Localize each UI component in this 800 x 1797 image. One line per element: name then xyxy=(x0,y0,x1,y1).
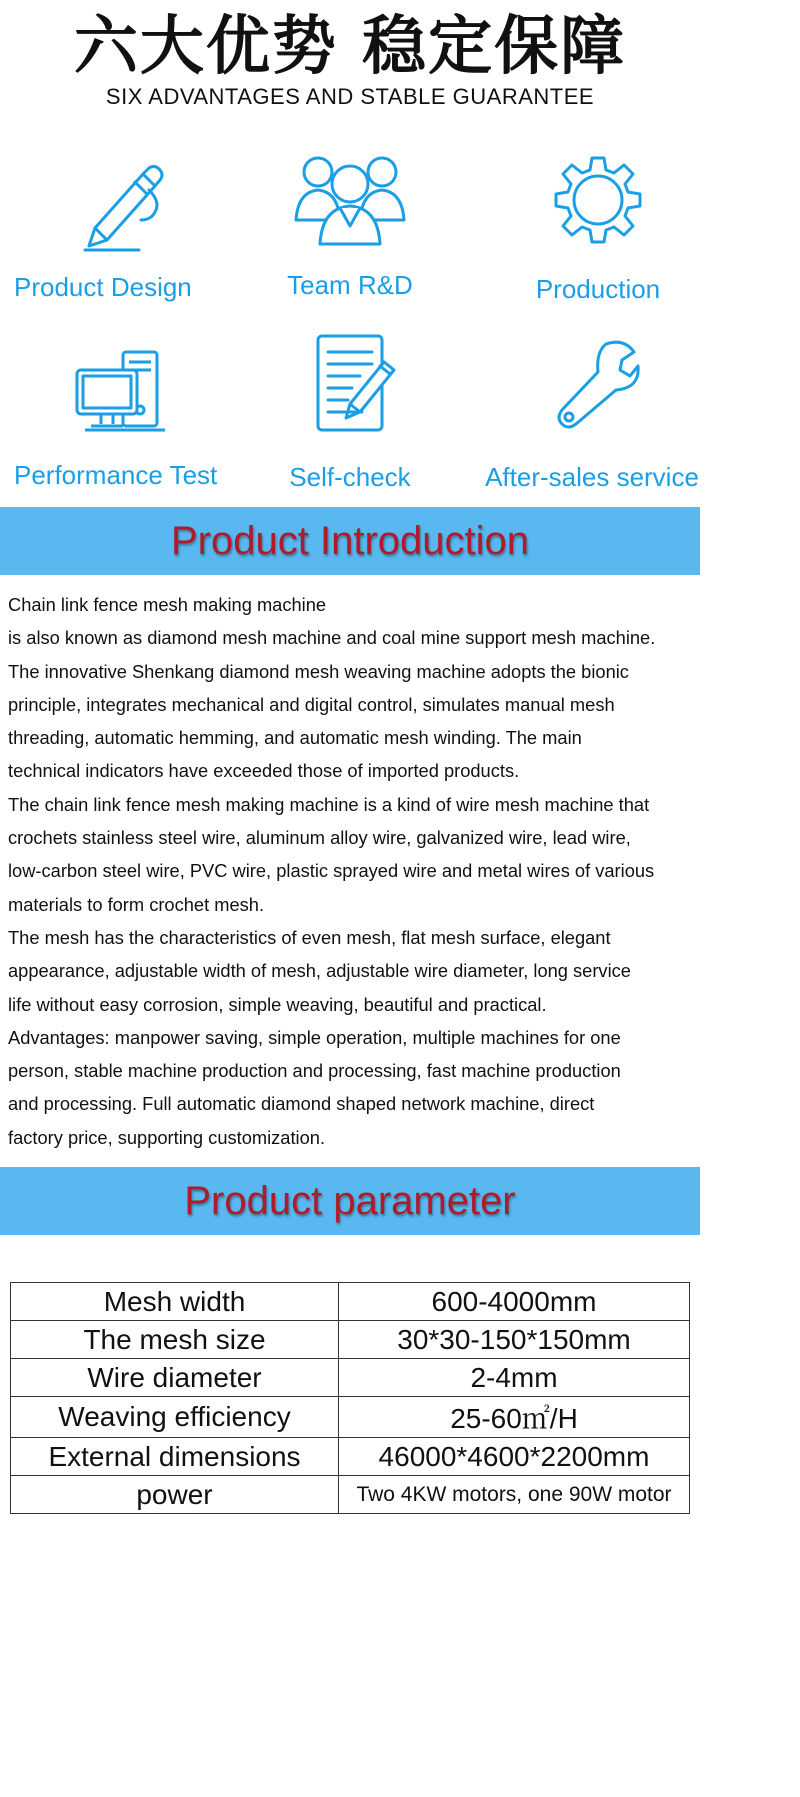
intro-line: factory price, supporting customization. xyxy=(8,1126,326,1148)
section-heading: Product Introduction xyxy=(171,518,529,563)
param-value: 25-60㎡/H xyxy=(339,1397,690,1438)
table-row xyxy=(11,1438,690,1476)
computer-icon xyxy=(65,340,175,440)
advantage-item-product-design xyxy=(0,150,240,303)
advantage-item-performance-test xyxy=(0,340,240,491)
param-key: The mesh size xyxy=(11,1321,339,1359)
advantage-label: Product Design xyxy=(14,272,192,302)
intro-line: life without easy corrosion, simple weaving, beautiful and practical. xyxy=(8,993,547,1015)
section-heading: Product parameter xyxy=(184,1178,516,1223)
intro-line: technical indicators have exceeded those of imported products. xyxy=(8,760,520,782)
parameter-table xyxy=(10,1282,690,1514)
intro-line: principle, integrates mechanical and digital control, simulates manual mesh xyxy=(8,693,615,715)
table-row xyxy=(11,1359,690,1397)
wrench-icon xyxy=(542,330,642,440)
intro-line: Chain link fence mesh making machine xyxy=(8,594,327,615)
intro-line: The chain link fence mesh making machine is a kind of wire mesh machine that xyxy=(8,793,650,815)
intro-line: and processing. Full automatic diamond shaped network machine, direct xyxy=(8,1093,595,1115)
intro-line: materials to form crochet mesh. xyxy=(8,893,265,915)
intro-line: Advantages: manpower saving, simple operation, multiple machines for one xyxy=(8,1026,621,1048)
param-value: 600-4000mm xyxy=(339,1283,690,1321)
advantage-item-production xyxy=(478,150,718,305)
table-row xyxy=(11,1476,690,1514)
intro-line: is also known as diamond mesh machine and coal mine support mesh machine. xyxy=(8,627,656,649)
param-key: power xyxy=(11,1476,339,1514)
intro-line: The innovative Shenkang diamond mesh weaving machine adopts the bionic xyxy=(8,660,629,682)
intro-line: threading, automatic hemming, and automatic mesh winding. The main xyxy=(8,727,582,749)
page-title: 六大优势 稳定保障 xyxy=(73,10,627,84)
advantage-label: After-sales service xyxy=(485,462,699,492)
intro-text xyxy=(8,588,698,1154)
intro-line: The mesh has the characteristics of even mesh, flat mesh surface, elegant xyxy=(8,926,611,948)
intro-line: low-carbon steel wire, PVC wire, plastic sprayed wire and metal wires of various xyxy=(8,860,655,882)
document-pen-icon xyxy=(300,330,400,440)
pen-icon xyxy=(65,150,175,260)
param-value: Two 4KW motors, one 90W motor xyxy=(339,1476,690,1514)
advantage-item-team-rd xyxy=(230,150,470,301)
advantage-item-self-check xyxy=(230,330,470,493)
table-row xyxy=(11,1321,690,1359)
intro-line: crochets stainless steel wire, aluminum alloy wire, galvanized wire, lead wire, xyxy=(8,827,631,849)
param-key: Mesh width xyxy=(11,1283,339,1321)
param-key: External dimensions xyxy=(11,1438,339,1476)
advantage-item-after-sales xyxy=(472,330,712,493)
table-row xyxy=(11,1283,690,1321)
parameter-banner xyxy=(0,1167,700,1235)
param-value: 2-4mm xyxy=(339,1359,690,1397)
advantage-label: Performance Test xyxy=(14,460,218,490)
advantage-label: Self-check xyxy=(289,462,411,492)
intro-line: appearance, adjustable width of mesh, adjustable wire diameter, long service xyxy=(8,960,631,982)
param-key: Wire diameter xyxy=(11,1359,339,1397)
advantage-label: Production xyxy=(535,274,661,304)
intro-banner xyxy=(0,507,700,575)
page-subtitle: SIX ADVANTAGES AND STABLE GUARANTEE xyxy=(105,84,595,109)
gear-icon xyxy=(548,150,648,250)
intro-line: person, stable machine production and processing, fast machine production xyxy=(8,1060,621,1082)
param-value: 46000*4600*2200mm xyxy=(339,1438,690,1476)
team-icon xyxy=(290,150,410,250)
param-value: 30*30-150*150mm xyxy=(339,1321,690,1359)
param-key: Weaving efficiency xyxy=(11,1397,339,1438)
advantage-label: Team R&D xyxy=(287,270,413,300)
table-row xyxy=(11,1397,690,1438)
